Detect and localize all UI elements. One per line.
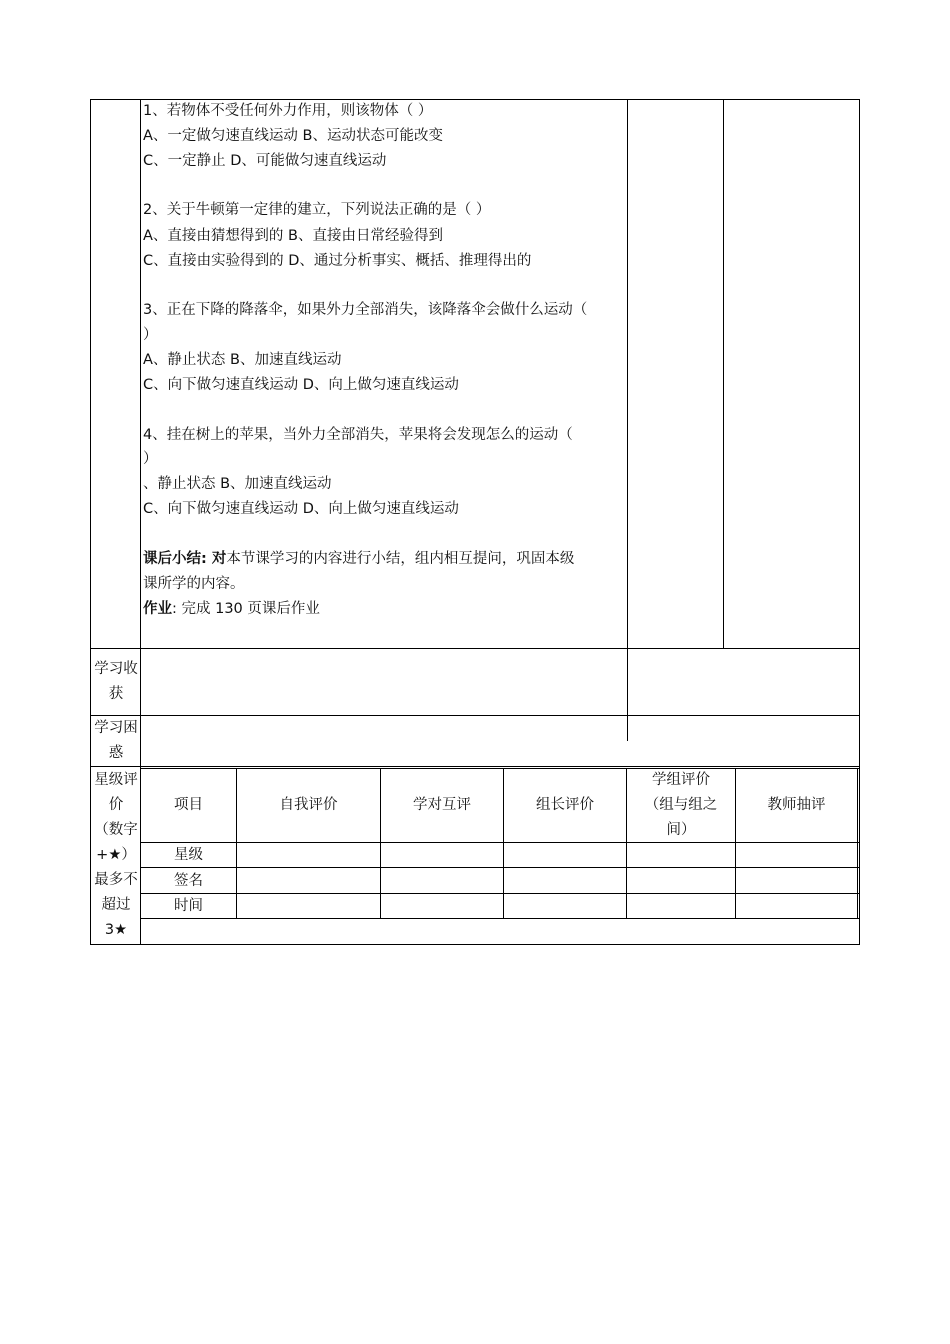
rating-label-line-7: 3★	[104, 922, 128, 938]
homework-text: : 完成 130 页课后作业	[172, 601, 320, 617]
learning-harvest-label	[91, 657, 141, 707]
question-4-stem: 4、挂在树上的苹果，当外力全部消失，苹果将会发现怎么的运动（	[143, 427, 573, 443]
header-leader-eval: 组长评价	[536, 797, 594, 813]
eval-border-right	[857, 768, 858, 919]
rating-label-line-1: 星级评	[94, 772, 138, 788]
group-eval-line-1: 学组评价	[652, 771, 710, 788]
question-3-stem: 3、正在下降的降落伞，如果外力全部消失，该降落伞会做什么运动（	[143, 302, 588, 318]
header-teacher-eval: 教师抽评	[767, 797, 826, 813]
question-4-stem-cont: ）	[143, 451, 158, 467]
summary-line-2: 课所学的内容。	[143, 576, 245, 592]
header-peer-eval: 学对互评	[413, 797, 471, 813]
learning-confusion-label	[91, 716, 141, 766]
table-border-top	[90, 99, 860, 100]
row-divider-1	[90, 648, 860, 649]
row-label-time: 时间	[174, 898, 203, 914]
question-1-option-cd: C、一定静止 D、可能做匀速直线运动	[143, 153, 387, 169]
homework-label: 作业	[143, 601, 172, 617]
question-1-option-ab: A、一定做匀速直线运动 B、运动状态可能改变	[143, 128, 443, 144]
col-divider-2	[627, 99, 628, 741]
eval-row-divider-2	[140, 867, 859, 868]
summary-line-1	[143, 549, 574, 569]
question-3-option-ab: A、静止状态 B、加速直线运动	[143, 352, 342, 368]
confusion-label-line-1: 学习困	[94, 720, 138, 736]
question-3-stem-cont: ）	[143, 327, 158, 343]
row-divider-3	[90, 766, 860, 767]
table-border-right	[859, 99, 860, 945]
group-eval-line-2: （组与组之	[644, 796, 718, 813]
header-item: 项目	[174, 797, 203, 813]
question-2-option-cd: C、直接由实验得到的 D、通过分析事实、概括、推理得出的	[143, 253, 532, 269]
star-rating-label	[91, 768, 141, 943]
row-divider-2	[90, 715, 860, 716]
question-2-stem: 2、关于牛顿第一定律的建立，下列说法正确的是（ ）	[143, 202, 491, 218]
harvest-label-line-1: 学习收	[94, 661, 138, 677]
rating-label-line-3: （数字	[94, 822, 138, 838]
question-3-option-cd: C、向下做匀速直线运动 D、向上做匀速直线运动	[143, 377, 459, 393]
rating-label-line-5: 最多不	[94, 872, 138, 888]
header-self-eval: 自我评价	[279, 797, 338, 813]
summary-label: 课后小结: 对	[143, 551, 227, 567]
confusion-label-line-2: 惑	[108, 745, 124, 761]
header-group-eval	[627, 768, 735, 842]
homework-line	[143, 599, 320, 619]
eval-row-divider-1	[140, 842, 859, 843]
question-1-stem: 1、若物体不受任何外力作用，则该物体（ ）	[143, 103, 433, 119]
col-divider-3	[723, 99, 724, 648]
question-4-option-ab: 、静止状态 B、加速直线运动	[143, 476, 332, 492]
harvest-label-line-2: 获	[108, 686, 124, 702]
eval-border-bottom	[140, 918, 859, 919]
eval-row-divider-3	[140, 893, 859, 894]
summary-text: 本节课学习的内容进行小结，组内相互提问，巩固本级	[226, 551, 575, 567]
group-eval-line-3: 间）	[666, 821, 696, 838]
rating-label-line-4: +★）	[96, 847, 136, 863]
rating-label-line-6: 超过	[101, 897, 131, 913]
rating-label-line-2: 价	[108, 797, 124, 813]
table-border-bottom	[90, 944, 860, 945]
row-label-signature: 签名	[174, 872, 203, 889]
question-4-option-cd: C、向下做匀速直线运动 D、向上做匀速直线运动	[143, 501, 459, 517]
row-label-stars: 星级	[174, 847, 203, 863]
question-2-option-ab: A、直接由猜想得到的 B、直接由日常经验得到	[143, 228, 443, 244]
